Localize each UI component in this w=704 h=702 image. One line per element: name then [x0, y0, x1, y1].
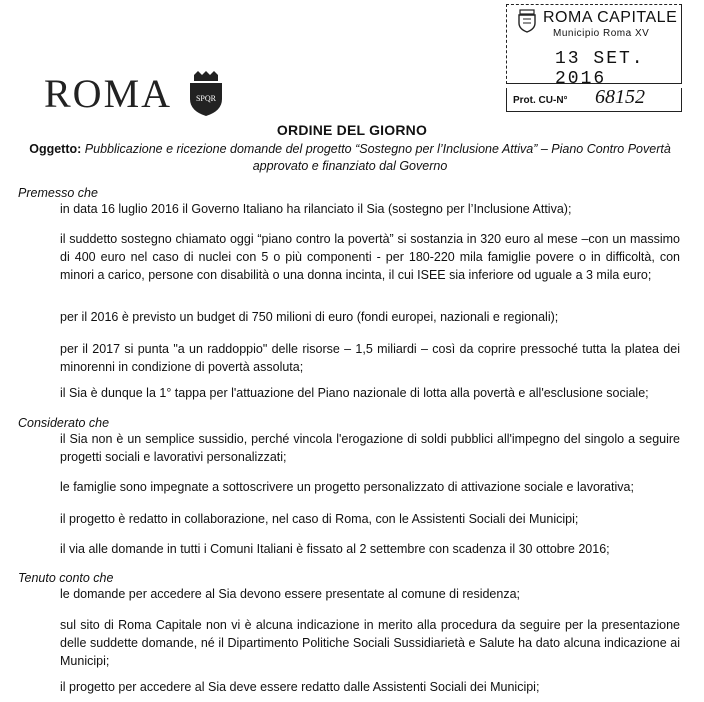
paragraph: le famiglie sono impegnate a sottoscrivere un progetto personalizzato di attivazione sociale e lavorativa; [60, 480, 634, 494]
paragraph: per il 2016 è previsto un budget di 750 milioni di euro (fondi europei, nazionali e regionali); [60, 310, 559, 324]
subject-text: Pubblicazione e ricezione domande del progetto “Sostegno per l’Inclusione Attiva” – Piano Contro Povertà approvato e finanziato dal Governo [84, 142, 671, 173]
document-subject [20, 141, 680, 175]
roma-spqr-crest-icon [186, 71, 226, 117]
paragraph: il progetto per accedere al Sia deve essere redatto dalle Assistenti Sociali dei Municipi; [60, 680, 540, 694]
section-title-premesso: Premesso che [18, 186, 98, 200]
paragraph: in data 16 luglio 2016 il Governo Italiano ha rilanciato il Sia (sostegno per l’Inclusione Attiva); [60, 202, 572, 216]
paragraph: il Sia è dunque la 1° tappa per l'attuazione del Piano nazionale di lotta alla povertà e all'esclusione sociale; [60, 386, 649, 400]
section-title-considerato: Considerato che [18, 416, 110, 430]
protocol-number-box [506, 88, 682, 112]
section-title-tenuto: Tenuto conto che [18, 571, 114, 585]
paragraph: il Sia non è un semplice sussidio, perché vincola l'erogazione di soldi pubblici all'impegno del singolo a seguire progetti sociali e lavorativi personalizzati; [60, 432, 680, 464]
subject-label: Oggetto: [29, 142, 82, 156]
stamp-subtitle: Municipio Roma XV [553, 28, 650, 39]
protocol-stamp [506, 4, 682, 89]
paragraph: le domande per accedere al Sia devono essere presentate al comune di residenza; [60, 587, 521, 601]
svg-text:SPQR: SPQR [196, 93, 217, 103]
stamp-crest-icon [517, 9, 537, 33]
protocol-number: 68152 [595, 86, 645, 108]
roma-logo [44, 70, 226, 117]
paragraph: sul sito di Roma Capitale non vi è alcuna indicazione in merito alla procedura da seguire per la presentazione delle suddette domande, né il Dipartimento Politiche Sociali Sussidiarietà e Salute ha dato alcuna indicazione ai Municipi; [60, 618, 680, 668]
paragraph: il suddetto sostegno chiamato oggi “piano contro la povertà” si sostanzia in 320 euro al mese –con un massimo di 400 euro nel caso di nuclei con 5 o più componenti - per 180-220 mila famiglie povere o in difficoltà, con minori a carico, persone con disabilità o una donna incinta, il cui ISEE sia inferiore od uguale a 3 mila euro; [60, 232, 680, 282]
logo-text: ROMA [44, 71, 173, 116]
stamp-date: 13 SET. 2016 [555, 49, 645, 89]
protocol-label: Prot. CU-N° [513, 95, 568, 106]
paragraph: per il 2017 si punta "a un raddoppio" delle risorse – 1,5 miliardi – così da coprire pressoché tutta la platea dei minorenni in condizione di povertà assoluta; [60, 342, 680, 374]
document-title: ORDINE DEL GIORNO [276, 122, 428, 138]
paragraph: il via alle domande in tutti i Comuni Italiani è fissato al 2 settembre con scadenza il 30 ottobre 2016; [60, 542, 610, 556]
stamp-title: ROMA CAPITALE [543, 9, 678, 26]
paragraph: il progetto è redatto in collaborazione, nel caso di Roma, con le Assistenti Sociali dei Municipi; [60, 512, 579, 526]
